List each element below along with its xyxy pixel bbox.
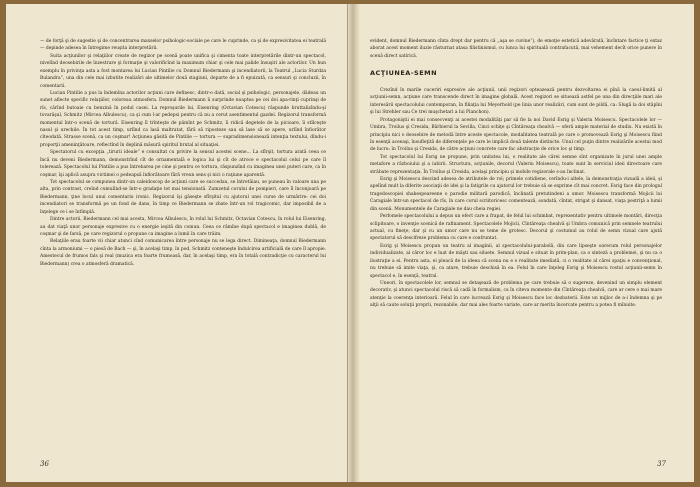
left-page bbox=[6, 4, 348, 482]
section-title: ACŢIUNEA-SEMN bbox=[370, 69, 438, 77]
book-spread bbox=[6, 4, 694, 482]
paragraph: Suita acţiunilor şi relaţiilor create de regizor pe scenă poate unifica şi cimenta toate interpretările dintr-un spectacol, nivelînd deosebirile de înzestrare şi formaţie şi valorificînd la maximum chiar şi cele mai palide însuşiri ale actorilor. Un bun exemplu în privinţa asta a fost montarea lui Lucian Pintilie cu Domnul Biedermann şi incendiatorii, la Teatrul „Lucia Sturdza Bulandra”, una din cele mai izbutite realizări ale ultimelor două stagiuni, departe de a fi epuizată, ca sensuri şi concluzii, în comentarii. bbox=[40, 53, 326, 89]
paragraph: Tot spectacolul lui Esrig ne propune, prin unitatea lui, o realitate ale cărei semne sînt organizate în jurul unei ample metafore a războiului şi a iubirii. Structura, acţiunile, decorul (Valeriu Moisescu), toate sunt în serviciul ideii directoare care străbate reprezentaţia. În Troilus şi Cresida, acelaşi principiu şi mobile regizorale s-au înclinat. bbox=[370, 154, 662, 175]
paragraph: Lucian Pintilie a pus la îndemîna actorilor acţiuni care definesc, dintr-o dată, social şi psihologic, personajele, dădeau un sunet aflecte specific relaţiilor, coloreau atmosfera. Domnul Biedermann îi surprinde noaptea pe cei doi apa-rinţi cuprinşi de rîs, cărînd butoaie cu benzină în podul casei. La reproşurile lui, Eisenring (Octavian Cotescu) răspunde bruttalizîndu-şi tovarăşul, Schmitz (Mircea Albulescu), ca şi cum l-ar pedepsi pentru că nu a cerut asentimentul gazdei. Regizorul transformă momentul într-o scenă de tortură. Eisenring îl trînteşte de pămînt pe Schmitz, îi ridică degetele de la picioare, îi stîlceşte nasul şi urechile. În tot acest timp, urlînd ca lasă maltratat, fără să riposteze sau să lase să se apere, urlînd înfiorător cîteodată. Strasse scenă, ca un coşmar! Acţiunea găsită de Pintilie — tortura — supradimensionează intenţia textului, dîndu-i proporţii ameninţătoare, reflectînd în deplină măsură spiritul brutal al situaţiei. bbox=[40, 90, 326, 148]
paragraph: Crezînd în marile cuceriri expresive ale acţiunii, unii regizori opteazează pentru dezvoltarea ei pînă la caeul-limită al acţiunii-semn, acţiune care transcende direct în imagine globală. Acest regizori se situează astfel pe una din direcţiile mari ale interesării spectacolului contemporan, în filiaţia lui Meyerhold (pe linia unor realizări, cum sunt de pildă, ca: Slugă la doi stăpîni şi lui Strehler sau Ce trei muşchetari a lui Planchon). bbox=[370, 88, 662, 116]
paragraph: Relaţiile erau foarte vii chiar atunci cînd comunicarea între personaje nu se lega direct. Dimineaţa, domnul Biedermann cînta la armoniumi — o piesă de Bach — şi, în acelaşi timp, în pod, Schmitz conteneşte îndulcirea artificială de care îl apropie. Amestecul de frumos fals şi real (muzica era foarte frumoasă, dar, în acelaşi timp, era în totală contradicţie cu caracterul lui Biedermann) crea o atmosferă dramatică. bbox=[40, 239, 326, 267]
page-number: 37 bbox=[657, 460, 666, 468]
paragraph: Esrig şi Moisescu propun un teatru al imaginii, al spectacolului-parabolă, din care lipseşte oarecum rolul personajelor individualizate, al căror loc e luat de măşti sau siluete. Semnul vizual e situat în prim-plan, ca o sinteză a problemei, şi nu ca o ilustraţie a ei. Pentru asta, ei pleacă de la ideea că scena nu e o realitate imediată, ci o realitate al cărei spaţiu e convenţional, nu trebuie să imite viaţa, şi, ca atare, trebuie deschisă în ea. Felul în care înţeleg Esrig şi Moisescu rostul acţiunii-semn în spectacol e, în esenţă, teatral. bbox=[370, 243, 662, 279]
paragraph: Tot spectacolul se compunea dintr-un caleidoscop de acţiuni care se succedau, se întretăiau, se puneau în valoare una pe alta, prin contrast, creînd cumulînd-se într-o gradaţie tot mai tensionată. Zumzetul corului de pompieri, care îl înconjoară pe Biedermann, ţine locul unui comentariu ironic. Regizorul îşi găseşte sfîrşitul cu ajutorul unei curse de urmărire: cei doi incendiatori se transformă pe un fond de dans, în timp ce Biedermann se zbate într-un rol tragicomic, dar imposibil de a înţelege ce i se întîmplă. bbox=[40, 180, 326, 215]
paragraph: Protagoniştii ei mai consecvenţi ai acestei modalităţi par să fie la noi David Esrig şi Valeriu Moisescu. Spectacolele lor — Umbra, Troilus şi Cresida, Bărbierul la Sevilla, Cinci schiţe şi Cîntăreaţa chealvă — oferă ample material de studiu. Nu există în principiu nici o deosebire de metodă între aceste spectacole, modalitatea teatrală pe care o promovează Esrig şi Moisescu fiind în esenţă aceeaşi, însufleţită de diferenţele pe care le implică două talente distincte. Unul cel puţin dintre realizările acestui mod de lucru: în Troilus şi Cresida, de către acţiuni concrete care fac abstracţie de orice loc şi timp. bbox=[370, 117, 662, 153]
paragraph: Esrig şi Moisescu descind adesea de atributele de rol; primele cotidiene, cerîndu-i altele, la demonstraţia vizuală a ideii, şi apelînd mult la diferite asociaţii de idei şi la fatigrile cu ajutorul lor trebuie să se exprime cît mai concret. Esrig face din prologul tragedoscopiei shakespeareene o parodie militară parodică, înclinată pretutindeni a umor. Moisescu transformă Mojicii lui Caragiale într-un spectacol de rîs, în care corul scriitoricesc comentează, sondată, cîntat, strigat şi dansat, viaţa pestriţă a lumii din scenă. Monumentele de Caragiale ne dau cheia regiei. bbox=[370, 177, 662, 212]
paragraph: Perfomele spectacolului a depus un efect care a frapat, de felul lui schimbat, reprezentativ pentru ultimele montări, direcţia sclipitoare, o invenţie scenică de rafinament. Spectacolele Mojicii, Cîntăreaţa chealvă şi Umbra comunică prin semnele teatrului actual, cu fineţe, dar şi cu un umor care nu se teme de grotesc. Decorul şi costumul au rolul de semn vizual care ajută spectatorul să descifreze problema cu care e confruntat. bbox=[370, 214, 662, 242]
paragraph: — de forţă şi de sugestie şi de concentrarea maxselor psihologic-sociale pe care le cuprinde, ca şi de expresivitatea ei teatrală — depinde adesea în întregime reuşita interpretării. bbox=[40, 39, 326, 52]
paragraph: Uneori, în spectacolele lor, semnul se detaşează de problema pe care trebuie să o sugereze, devenind un simplu element decorativ, şi atunci spectacolul riscă să cadă în formalism, ca în citeva momente din Cîntăreaţa chealvă, care ar cere o mai mare atenţie la coerenţa interioară. Felul în care lucrează Esrig şi Moisescu face loc dezbaterii. Este un mijloc de a-i îndemna şi pe alţii să caute soluţii proprii, rezonabile, dar mai ales foarte variate, care ar merita încercate pentru a potea fi mînuite. bbox=[370, 280, 662, 309]
right-page bbox=[348, 4, 694, 482]
paragraph: evident, domnul Biedermann cînta drept dar pentru că „aşa se cuvine”), de emoţie estetică adevărată, încîntare factice ţi extaz aborat acest moment iluzie răsturnat atasa filistinismul, cu lunca lui spirituală contrafacută, mai vehement decît orice punere în scenă direct satirică. bbox=[370, 39, 662, 59]
right-page-body-text bbox=[370, 87, 662, 310]
page-number: 36 bbox=[40, 460, 49, 468]
paragraph: Spectatorul cu excepţia „tirurii ideale” e consultat cu privire la sensul acestei scene... La sfîrşit, tortura arată ceea ce încă nu deveni Biedermann, demonstrînd cît de ornamentală e logica lui şi cît de atroce e spectacolul celui pe care îl tolerează. Spectacolul lui Pintilie a pus întrebarea pe cine şi pentru ce tortura, răspunzînd cu imaginea unei puteri care, ca în coşmar, îşi aplică asupra victimei o pedeapsă înfiorătoare fără vreun sens şi nici o raţiune aparentă. bbox=[40, 150, 326, 178]
paragraph: Dintre actorii, Biedermann cel mai acesta, Mircea Albulescu, în rolul lui Schmitz, Octavian Cotescu, în rolul lui Eisenring, au dat viaţă unor personaje expresive cu o energie ieşită din comun. Ceea ce rămîne după spectacol e imaginea dublă, de coşmar şi de farsă, pe care regizorul o propune ca imagine a lumii în care trăim. bbox=[40, 217, 326, 237]
left-page-text bbox=[40, 38, 326, 268]
right-page-top-text bbox=[370, 38, 662, 60]
